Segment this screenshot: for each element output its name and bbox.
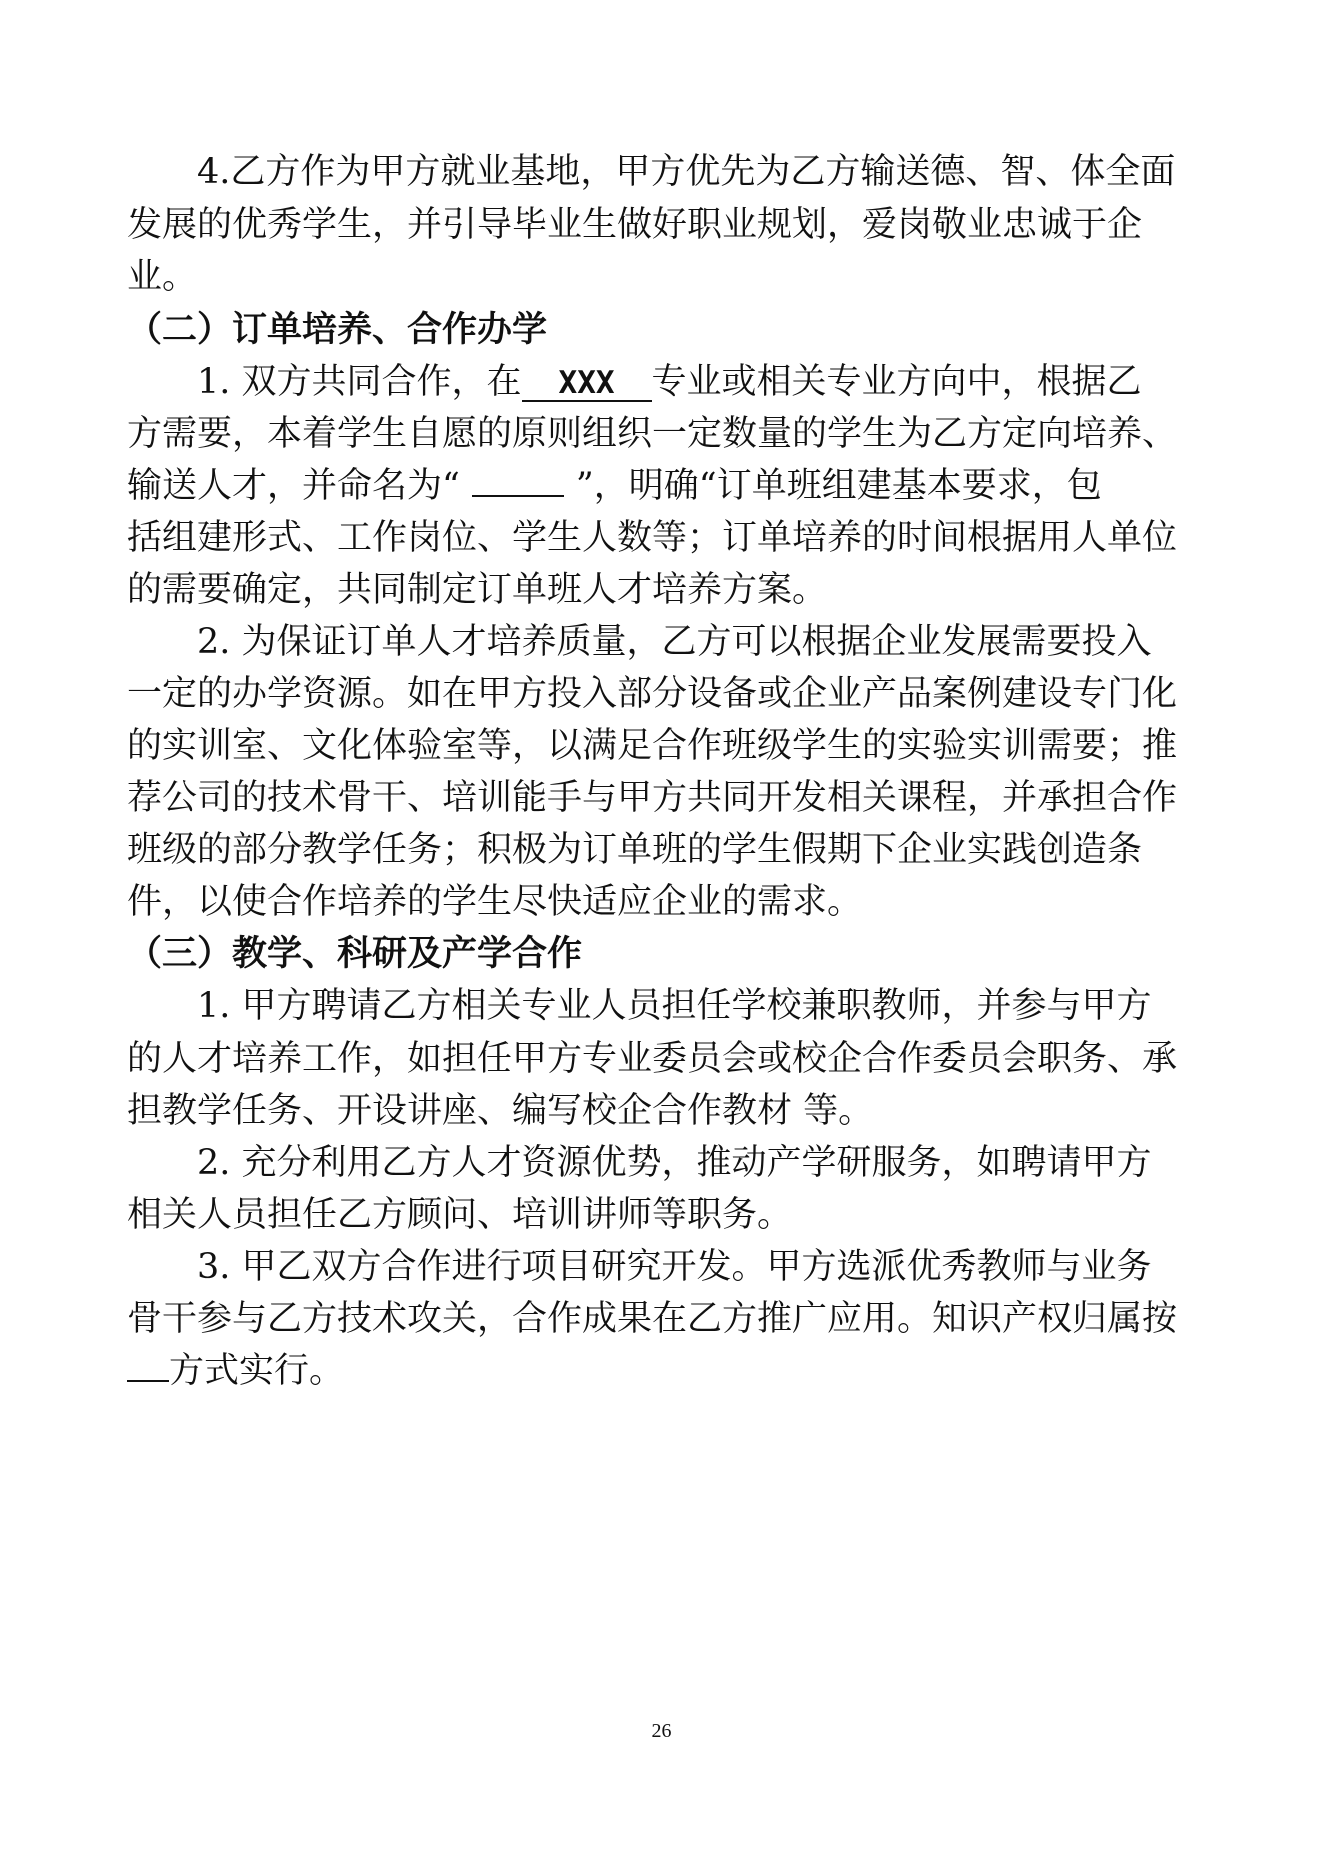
section-3-heading: （三）教学、科研及产学合作: [127, 934, 583, 974]
section-2-item-1-line-5: 的需要确定，共同制定订单班人才培养方案。: [127, 570, 828, 610]
item-1-prefix: 1. 双方共同合作，在: [197, 362, 522, 402]
section-2-item-1-line-3: [127, 464, 1102, 508]
class-name-blank: [472, 495, 564, 497]
page-number: 26: [651, 1720, 672, 1742]
section-3-item-3-line-2: 骨干参与乙方技术攻关，合作成果在乙方推广应用。知识产权归属按: [127, 1299, 1178, 1339]
section-2-item-2-line-1: 2. 为保证订单人才培养质量，乙方可以根据企业发展需要投入: [197, 622, 1152, 662]
section-2-item-1-line-1: [197, 360, 1142, 404]
section-2-item-2-line-6: 件，以使合作培养的学生尽快适应企业的需求。: [127, 882, 863, 922]
naming-prefix: 输送人才，并命名为“: [127, 466, 460, 506]
major-blank: XXX: [522, 366, 652, 402]
section-3-item-3-line-3: [127, 1349, 344, 1393]
ip-method-suffix: 方式实行。: [169, 1351, 345, 1391]
section-3-item-2-line-1: 2. 充分利用乙方人才资源优势，推动产学研服务，如聘请甲方: [197, 1143, 1152, 1183]
item-1-suffix: 专业或相关专业方向中，根据乙: [651, 362, 1142, 402]
section-3-item-3-line-1: 3. 甲乙双方合作进行项目研究开发。甲方选派优秀教师与业务: [197, 1247, 1152, 1287]
ip-method-blank: [127, 1380, 169, 1382]
section-2-item-1-line-4: 括组建形式、工作岗位、学生人数等；订单培养的时间根据用人单位: [127, 518, 1178, 558]
paragraph-4-line-2: 发展的优秀学生，并引导毕业生做好职业规划，爱岗敬业忠诚于企: [127, 205, 1143, 245]
paragraph-4-line-3: 业。: [127, 257, 198, 297]
section-2-item-2-line-2: 一定的办学资源。如在甲方投入部分设备或企业产品案例建设专门化: [127, 674, 1178, 714]
section-3-item-1-line-1: 1. 甲方聘请乙方相关专业人员担任学校兼职教师，并参与甲方: [197, 986, 1152, 1026]
section-2-item-1-line-2: 方需要，本着学生自愿的原则组织一定数量的学生为乙方定向培养、: [127, 414, 1178, 454]
section-3-item-2-line-2: 相关人员担任乙方顾问、培训讲师等职务。: [127, 1195, 793, 1235]
section-2-item-2-line-5: 班级的部分教学任务；积极为订单班的学生假期下企业实践创造条: [127, 830, 1143, 870]
section-3-item-1-line-3: 担教学任务、开设讲座、编写校企合作教材 等。: [127, 1091, 874, 1131]
section-2-item-2-line-3: 的实训室、文化体验室等，以满足合作班级学生的实验实训需要；推: [127, 726, 1178, 766]
section-2-item-2-line-4: 荐公司的技术骨干、培训能手与甲方共同开发相关课程，并承担合作: [127, 778, 1178, 818]
naming-suffix: ”，明确“订单班组建基本要求，包: [575, 466, 1102, 506]
paragraph-4-line-1: 4.乙方作为甲方就业基地，甲方优先为乙方输送德、智、体全面: [197, 152, 1176, 192]
section-3-item-1-line-2: 的人才培养工作，如担任甲方专业委员会或校企合作委员会职务、承: [127, 1039, 1178, 1079]
section-2-heading: （二）订单培养、合作办学: [127, 310, 548, 350]
